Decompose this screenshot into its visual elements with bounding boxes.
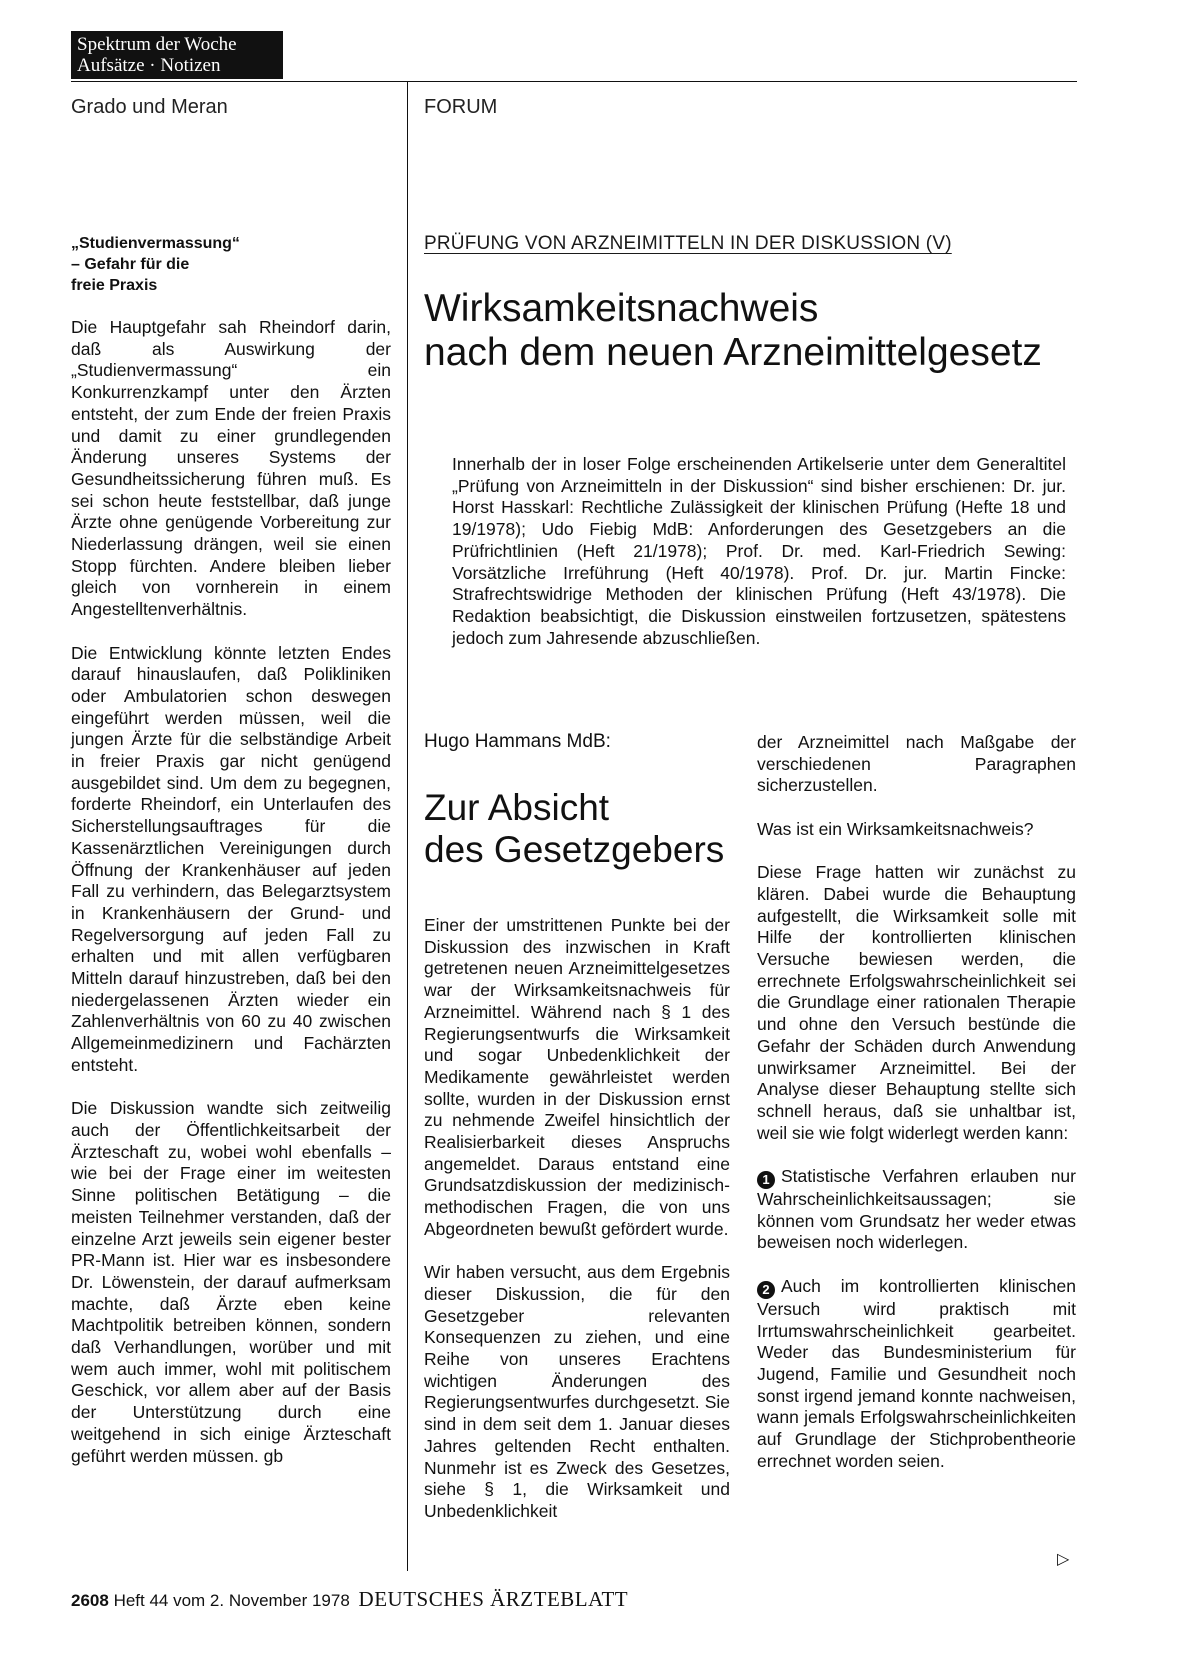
article-title-line: nach dem neuen Arzneimittelgesetz [424,331,1042,374]
sidebar-heading-line: freie Praxis [71,277,158,294]
article-subtitle-line: des Gesetzgebers [424,829,725,870]
article-subtitle [424,787,724,871]
numbered-point-text: Statistische Verfahren erlauben nur Wahrscheinlichkeitsaussagen; sie können vom Grundsatz her weder etwas beweisen noch widerlegen. [757,1166,1076,1253]
section-label-left: Grado und Meran [71,96,228,118]
column-divider [407,81,408,1571]
article-column-1 [424,915,730,1544]
number-bullet-icon: 1 [757,1171,775,1189]
article-subtitle-line: Zur Absicht [424,787,610,828]
badge-line-2: Aufsätze · Notizen [77,55,221,76]
sidebar-heading-line: – Gefahr für die [71,256,190,273]
badge-line-1: Spektrum der Woche [77,34,237,55]
article-column-2 [757,732,1076,1494]
number-bullet-icon: 2 [757,1281,775,1299]
body-paragraph: Einer der umstrittenen Punkte bei der Diskussion des inzwischen in Kraft getretenen neuen Arzneimittelgesetzes war der Wirksamkeitsnachweis für Arzneimittel. Während nach § 1 des Regierungsentwurfs die Wirksamkeit und sogar Unbedenklichkeit der Medikamente gewährleistet werden sollte, wurden in der Diskussion ernst zu nehmende Zweifel hinsichtlich der Realisierbarkeit dieses Anspruchs angemeldet. Daraus entstand eine Grundsatzdiskussion der medizinisch-methodischen Fragen, die von uns Abgeordneten bewußt gefördert wurde. [424,915,730,1239]
continue-arrow-icon: ▷ [1057,1551,1070,1568]
author-byline: Hugo Hammans MdB: [424,731,611,752]
sidebar-paragraph: Die Entwicklung könnte letzten Endes darauf hinauslaufen, daß Polikliniken oder Ambulatorien schon deswegen eingeführt werden müssen, weil die jungen Ärzte für die selbständige Arbeit in freier Praxis gar nicht genügend ausgebildet sind. Um dem zu begegnen, forderte Rheindorf, ein Unterlaufen des Sicherstellungsauftrages für die Kassenärztlichen Vereinigungen durch Öffnung der Krankenhäuser auf jeden Fall zu verhindern, das Belegarztsystem in Krankenhäusern der Grund- und Regelversorgung auf jeden Fall zu erhalten und mit allen verfügbaren Mitteln darauf hinzustreben, daß bei den niedergelassenen Ärzten wieder ein Zahlenverhältnis von 60 zu 40 zwischen Allgemeinmedizinern und Fachärzten entsteht. [71,642,391,1075]
subheading-question: Was ist ein Wirksamkeitsnachweis? [757,818,1034,839]
journal-name: DEUTSCHES ÄRZTEBLATT [358,1587,629,1611]
issue-info: Heft 44 vom 2. November 1978 [113,1591,350,1610]
sidebar-paragraph: Die Hauptgefahr sah Rheindorf darin, daß als Auswirkung der „Studienvermassung“ ein Konkurrenzkampf unter den Ärzten entsteht, der zum Ende der freien Praxis und damit zu einer grundlegenden Änderung unseres Systems der Gesundheitssicherung führen muß. Es sei schon heute feststellbar, daß junge Ärzte ohne genügende Vorbereitung zur Niederlassung drängen, weil sie einen Stopp fürchten. Andere bleiben lieber gleich von vornherein in einem Angestelltenverhältnis. [71,317,391,620]
header-rule [71,81,1077,82]
sidebar-column [71,233,391,1489]
body-paragraph: Wir haben versucht, aus dem Ergebnis dieser Diskussion, die für den Gesetzgeber relevanten Konsequenzen zu ziehen, und eine Reihe von unseres Erachtens wichtigen Änderungen des Regierungsentwurfes durchgesetzt. Sie sind in dem seit dem 1. Januar dieses Jahres geltenden Recht enthalten. Nunmehr ist es Zweck des Gesetzes, siehe § 1, die Wirksamkeit und Unbedenklichkeit [424,1262,730,1521]
series-kicker: PRÜFUNG VON ARZNEIMITTELN IN DER DISKUSSION (V) [424,233,952,254]
body-paragraph: Diese Frage hatten wir zunächst zu klären. Dabei wurde die Behauptung aufgestellt, die Wirksamkeit solle mit Hilfe der kontrollierten klinischen Versuche bewiesen werden, die errechnete Erfolgswahrscheinlichkeit sei die Grundlage einer rationalen Therapie und ohne den Versuch bestünde die Gefahr der Schäden durch Anwendung unwirksamer Arzneimittel. Bei der Analyse dieser Behauptung stellte sich schnell heraus, daß sie unhaltbar ist, weil sie wie folgt widerlegt werden kann: [757,862,1076,1143]
sidebar-heading [71,233,391,296]
sidebar-paragraph: Die Diskussion wandte sich zeitweilig auch der Öffentlichkeitsarbeit der Ärzteschaft zu, wobei wohl ebenfalls – wie bei der Frage einer im weitesten Sinne politischen Betätigung – die meisten Teilnehmer verstanden, daß der einzelne Arzt jeweils sein eigener bester PR-Mann ist. Hier war es insbesondere Dr. Löwenstein, der darauf aufmerksam machte, daß Ärzte eben keine Machtpolitik betreiben können, sondern daß Verhandlungen, worüber und mit wem auch immer, wohl mit politischem Geschick, vor allem aber auf der Basis der Unterstützung durch eine weitgehend in sich einige Ärzteschaft geführt werden müssen. gb [71,1098,391,1466]
page-number: 2608 [71,1591,109,1610]
body-paragraph: der Arzneimittel nach Maßgabe der verschiedenen Paragraphen sicherzustellen. [757,732,1076,796]
page-footer [71,1587,628,1612]
sidebar-heading-line: „Studienvermassung“ [71,235,240,252]
numbered-point [757,1276,1076,1473]
numbered-point [757,1166,1076,1254]
article-title-line: Wirksamkeitsnachweis [424,287,819,330]
numbered-point-text: Auch im kontrollierten klinischen Versuch wird praktisch mit Irrtumswahrscheinlichkeit gearbeitet. Weder das Bundesministerium für Jugend, Familie und Gesundheit noch sonst irgend jemand konnte nachweisen, wann jemals Erfolgswahrscheinlichkeiten auf Grundlage der Stichprobentheorie errechnet worden seien. [757,1275,1076,1471]
article-title [424,287,1042,375]
section-badge [71,31,283,79]
section-label-right: FORUM [424,96,498,118]
series-intro: Innerhalb der in loser Folge erscheinenden Artikelserie unter dem Generaltitel „Prüfung von Arzneimitteln in der Diskussion“ sind bisher erschienen: Dr. jur. Horst Hasskarl: Rechtliche Zulässigkeit der klinischen Prüfung (Hefte 18 und 19/1978); Udo Fiebig MdB: Anforderungen des Gesetzgebers an die Prüfrichtlinien (Heft 21/1978); Prof. Dr. med. Karl-Friedrich Sewing: Vorsätzliche Irreführung (Heft 40/1978). Prof. Dr. jur. Martin Fincke: Strafrechtswidrige Methoden der klinischen Prüfung (Heft 43/1978). Die Redaktion beabsichtigt, die Diskussion einstweilen fortzusetzen, spätestens jedoch zum Jahresende abzuschließen. [452,454,1066,648]
